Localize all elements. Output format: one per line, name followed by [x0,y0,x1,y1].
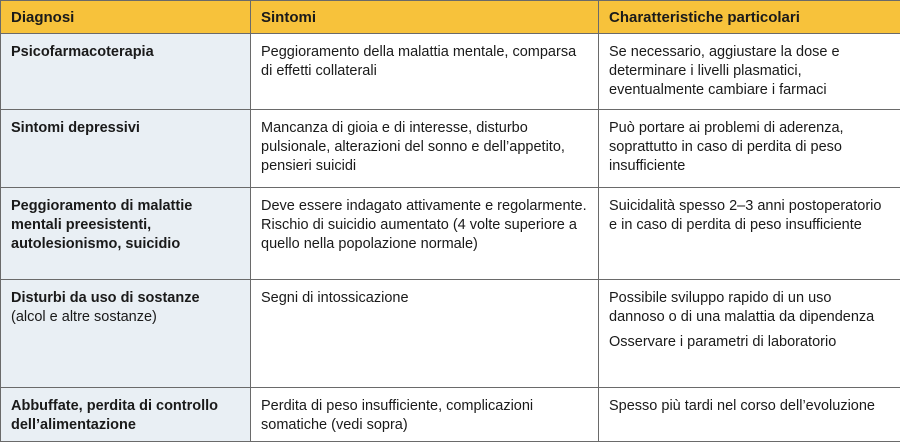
diagnosi-cell: Sintomi depressivi [1,110,251,188]
caratteristiche-text: Possibile sviluppo rapido di un uso dannoso o di una malattia da dipendenza [609,290,874,325]
table-body [1,34,900,442]
table-row [1,34,900,110]
sintomi-cell: Deve essere indagato attivamente e regolarmente. Rischio di suicidio aumentato (4 volte superiore a quello nella popolazione normale) [251,188,599,280]
table-row [1,280,900,388]
diagnosi-cell [1,280,251,388]
diagnosi-subtitle: (alcol e altre sostanze) [11,308,240,327]
sintomi-cell: Perdita di peso insufficiente, complicazioni somatiche (vedi sopra) [251,388,599,442]
diagnosi-cell: Psicofarmacoterapia [1,34,251,110]
diagnosi-cell: Peggioramento di malattie mentali preesistenti, autolesionismo, suicidio [1,188,251,280]
table-row [1,388,900,442]
header-diagnosi: Diagnosi [1,1,251,34]
table-row [1,110,900,188]
caratteristiche-cell: Spesso più tardi nel corso dell’evoluzione [599,388,900,442]
sintomi-cell: Peggioramento della malattia mentale, comparsa di effetti collaterali [251,34,599,110]
caratteristiche-cell: Suicidalità spesso 2–3 anni postoperatorio e in caso di perdita di peso insufficiente [599,188,900,280]
table-row [1,188,900,280]
sintomi-cell: Mancanza di gioia e di interesse, disturbo pulsionale, alterazioni del sonno e dell’appetito, pensieri suicidi [251,110,599,188]
diagnosi-cell: Abbuffate, perdita di controllo dell’alimentazione [1,388,251,442]
caratteristiche-cell [599,280,900,388]
diagnosi-title: Disturbi da uso di sostanze [11,290,200,306]
header-row [1,1,900,34]
caratteristiche-cell: Se necessario, aggiustare la dose e determinare i livelli plasmatici, eventualmente cambiare i farmaci [599,34,900,110]
table-header [1,1,900,34]
header-sintomi: Sintomi [251,1,599,34]
caratteristiche-extra: Osservare i parametri di laboratorio [609,333,890,352]
header-caratteristiche: Charatteristiche particolari [599,1,900,34]
sintomi-cell: Segni di intossicazione [251,280,599,388]
caratteristiche-cell: Può portare ai problemi di aderenza, soprattutto in caso di perdita di peso insufficiente [599,110,900,188]
